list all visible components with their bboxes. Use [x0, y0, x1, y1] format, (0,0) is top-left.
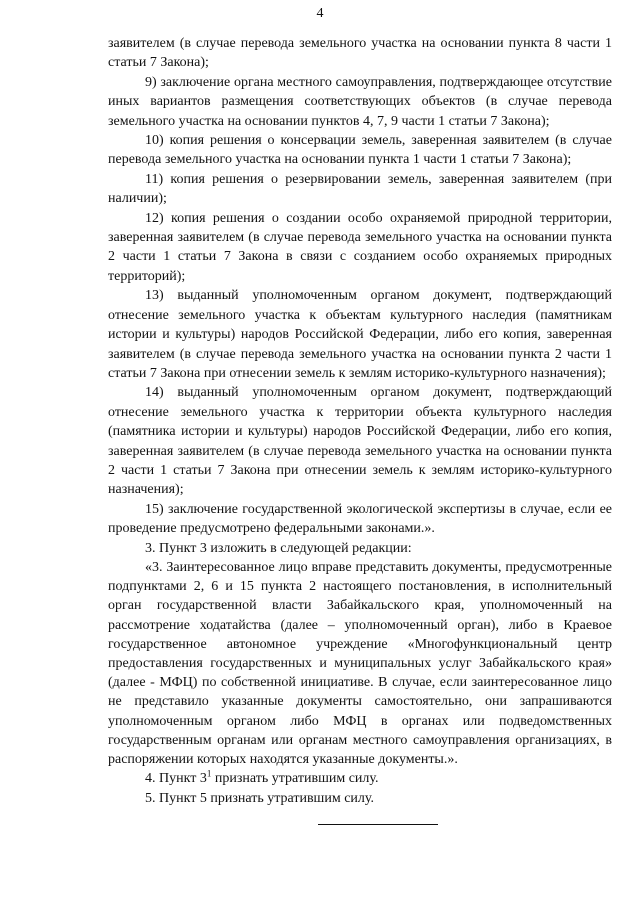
paragraph-item-15: 15) заключение государственной экологической экспертизы в случае, если ее проведение предусмотрено федеральными законами.».	[108, 501, 612, 537]
closing-divider-line	[318, 824, 438, 825]
paragraph-item-8-continuation: заявителем (в случае перевода земельного участка на основании пункта 8 части 1 статьи 7 Закона);	[108, 36, 612, 71]
paragraph-item-12: 12) копия решения о создании особо охраняемой природной территории, заверенная заявителем (в случае перевода земельного участка на основании пункта 2 части 1 статьи 7 Закона в связи с созданием особо охраняемых природных территорий);	[108, 210, 612, 284]
page-number: 4	[316, 6, 324, 21]
paragraph-point-3-heading: 3. Пункт 3 изложить в следующей редакции:	[145, 540, 412, 556]
paragraph-item-14: 14) выданный уполномоченным органом документ, подтверждающий отнесение земельного участка к территории объекта культурного наследия (памятника истории и культуры) народов Российской Федерации, либо его копия, заверенная заявителем (в случае перевода земельного участка на основании пункта 2 части 1 статьи 7 Закона при отнесении земель к землям историко-культурного назначения);	[108, 385, 612, 498]
paragraph-point-3-text: «3. Заинтересованное лицо вправе представить документы, предусмотренные подпунктами 2, 6 и 15 пункта 2 настоящего постановления, в исполнительный орган государственной власти Забайкальского края, уполномоченный на рассмотрение ходатайства (далее – уполномоченный орган), либо в Краевое государственное автономное учреждение «Многофункциональный центр предоставления государственных и муниципальных услуг Забайкальского края» (далее - МФЦ) по собственной инициативе. В случае, если заинтересованное лицо не представило указанные документы самостоятельно, они запрашиваются уполномоченным органом либо МФЦ в органах или подведомственных государственным органам или органам местного самоуправления организациях, в распоряжении которых находятся указанные документы.».	[108, 559, 612, 767]
document-body	[108, 34, 612, 808]
paragraph-item-13: 13) выданный уполномоченным органом документ, подтверждающий отнесение земельного участка к объектам культурного наследия (памятникам истории и культуры) народов Российской Федерации, либо его копия, заверенная заявителем (в случае перевода земельного участка на основании пункта 2 части 1 статьи 7 Закона при отнесении земель к землям историко-культурного назначения);	[108, 288, 612, 381]
paragraph-item-9: 9) заключение органа местного самоуправления, подтверждающее отсутствие иных вариантов размещения соответствующих объектов (в случае перевода земельного участка на основании пунктов 4, 7, 9 части 1 статьи 7 Закона);	[108, 74, 612, 129]
paragraph-point-5: 5. Пункт 5 признать утратившим силу.	[145, 790, 374, 806]
point-4-superscript: 1	[206, 768, 212, 779]
paragraph-item-10: 10) копия решения о консервации земель, заверенная заявителем (в случае перевода земельного участка на основании пункта 1 части 1 статьи 7 Закона);	[108, 133, 612, 168]
point-4-text-after: признать утратившим силу.	[211, 771, 379, 787]
paragraph-point-4	[108, 769, 612, 788]
point-4-text-before: 4. Пункт 3	[145, 771, 207, 787]
paragraph-item-11: 11) копия решения о резервировании земель, заверенная заявителем (при наличии);	[108, 171, 612, 207]
